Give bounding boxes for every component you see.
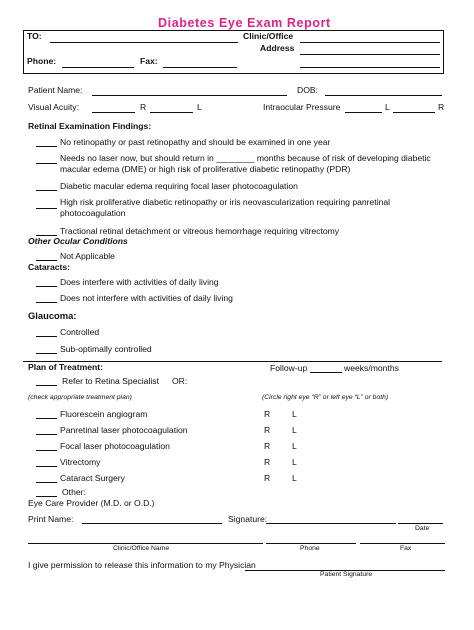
dob-label: DOB: — [297, 85, 319, 95]
date-label: Date — [415, 525, 430, 532]
eye-l[interactable]: L — [292, 441, 297, 451]
checkbox-line[interactable] — [36, 353, 57, 354]
to-field[interactable] — [50, 42, 238, 43]
fax-label: Fax: — [140, 56, 158, 66]
checkbox-line[interactable] — [36, 434, 57, 435]
fax-field-bottom[interactable] — [360, 543, 445, 544]
treatment-heading: Plan of Treatment: — [28, 362, 103, 372]
other-treatment-label: Other: — [62, 487, 86, 497]
phone-field[interactable] — [62, 67, 134, 68]
patient-name-field[interactable] — [92, 95, 287, 96]
glaucoma-item: Sub-optimally controlled — [60, 344, 152, 354]
fax-label-bottom: Fax — [400, 545, 412, 552]
clinic-label: Clinic/Office — [243, 31, 294, 41]
followup-unit: weeks/months — [344, 363, 399, 373]
address-label: Address — [260, 43, 295, 53]
eye-l[interactable]: L — [292, 409, 297, 419]
checkbox-line[interactable] — [36, 163, 57, 164]
treatment-item: Panretinal laser photocoagulation — [60, 425, 188, 435]
retinal-item: Needs no laser now, but should return in ________ months because of risk of developing diabetic — [60, 153, 431, 163]
checkbox-line[interactable] — [36, 208, 57, 209]
iop-label: Intraocular Pressure — [263, 102, 341, 112]
checkbox-line[interactable] — [36, 496, 57, 497]
page-title: Diabetes Eye Exam Report — [158, 16, 331, 30]
address-field[interactable] — [300, 54, 440, 55]
eye-l[interactable]: L — [292, 425, 297, 435]
acuity-right-field[interactable] — [92, 112, 135, 113]
other-heading: Other Ocular Conditions — [28, 236, 128, 246]
eye-l[interactable]: L — [292, 457, 297, 467]
retinal-item: No retinopathy or past retinopathy and should be examined in one year — [60, 137, 331, 147]
checkbox-line[interactable] — [36, 260, 57, 261]
acuity-right-label: R — [140, 102, 147, 112]
to-label: TO: — [27, 31, 42, 41]
phone-field-bottom[interactable] — [266, 543, 356, 544]
eye-r[interactable]: R — [264, 473, 271, 483]
address-field-2[interactable] — [300, 67, 440, 68]
checkbox-line[interactable] — [36, 190, 57, 191]
retinal-item-cont: macular edema (DME) or high risk of proliferative diabetic retinopathy (PDR) — [60, 164, 351, 174]
visual-acuity-label: Visual Acuity: — [28, 102, 79, 112]
retinal-item: Tractional retinal detachment or vitreous hemorrhage requiring vitrectomy — [60, 226, 340, 236]
check-note: (check appropriate treatment plan) — [28, 394, 132, 401]
treatment-item: Vitrectomy — [60, 457, 101, 467]
checkbox-line[interactable] — [36, 336, 57, 337]
patient-name-label: Patient Name: — [28, 85, 83, 95]
refer-label: Refer to Retina Specialist — [62, 376, 159, 386]
acuity-left-field[interactable] — [150, 112, 193, 113]
or-label: OR: — [172, 376, 188, 386]
treatment-item: Fluorescein angiogram — [60, 409, 148, 419]
checkbox-line[interactable] — [36, 286, 57, 287]
signature-field[interactable] — [266, 523, 396, 524]
checkbox-line[interactable] — [36, 450, 57, 451]
retinal-item-cont: photocoagulation — [60, 208, 126, 218]
glaucoma-heading: Glaucoma: — [28, 310, 77, 321]
retinal-heading: Retinal Examination Findings: — [28, 121, 152, 131]
checkbox-line[interactable] — [36, 482, 57, 483]
clinic-name-field[interactable] — [28, 543, 263, 544]
not-applicable-label: Not Applicable — [60, 251, 115, 261]
phone-label-bottom: Phone — [300, 545, 320, 552]
checkbox-line[interactable] — [36, 302, 57, 303]
retinal-item: Diabetic macular edema requiring focal laser photocoagulation — [60, 181, 298, 191]
checkbox-line[interactable] — [36, 146, 57, 147]
checkbox-line[interactable] — [36, 385, 57, 386]
eye-r[interactable]: R — [264, 425, 271, 435]
signature-label: Signature: — [228, 514, 268, 524]
cataracts-heading: Cataracts: — [28, 262, 71, 272]
treatment-item: Cataract Surgery — [60, 473, 125, 483]
treatment-item: Focal laser photocoagulation — [60, 441, 170, 451]
eye-r[interactable]: R — [264, 409, 271, 419]
clinic-field[interactable] — [300, 42, 440, 43]
patient-signature-label: Patient Signature — [320, 571, 373, 578]
checkbox-line[interactable] — [36, 418, 57, 419]
print-name-field[interactable] — [82, 523, 222, 524]
print-name-label: Print Name: — [28, 514, 74, 524]
eye-r[interactable]: R — [264, 457, 271, 467]
followup-field[interactable] — [310, 372, 342, 373]
clinic-name-label: Clinic/Office Name — [113, 545, 170, 552]
acuity-left-label: L — [197, 102, 202, 112]
followup-label: Follow-up — [270, 363, 308, 373]
provider-label: Eye Care Provider (M.D. or O.D.) — [28, 498, 155, 508]
eye-l[interactable]: L — [292, 473, 297, 483]
retinal-item: High risk proliferative diabetic retinopathy or iris neovascularization requiring panretinal — [60, 197, 391, 207]
circle-note: (Circle right eye “R” or left eye “L” or both) — [262, 394, 389, 401]
cataract-item: Does interfere with activities of daily living — [60, 277, 219, 287]
date-field[interactable] — [398, 523, 443, 524]
permission-text: I give permission to release this information to my Physician — [28, 560, 256, 570]
iop-mid-label: L — [385, 102, 390, 112]
checkbox-line[interactable] — [36, 466, 57, 467]
fax-field[interactable] — [163, 67, 237, 68]
iop-left-field[interactable] — [393, 112, 435, 113]
iop-right-field[interactable] — [345, 112, 382, 113]
cataract-item: Does not interfere with activities of daily living — [60, 293, 233, 303]
glaucoma-item: Controlled — [60, 327, 100, 337]
eye-r[interactable]: R — [264, 441, 271, 451]
iop-right-label: R — [438, 102, 445, 112]
dob-field[interactable] — [325, 95, 442, 96]
phone-label: Phone: — [27, 56, 57, 66]
